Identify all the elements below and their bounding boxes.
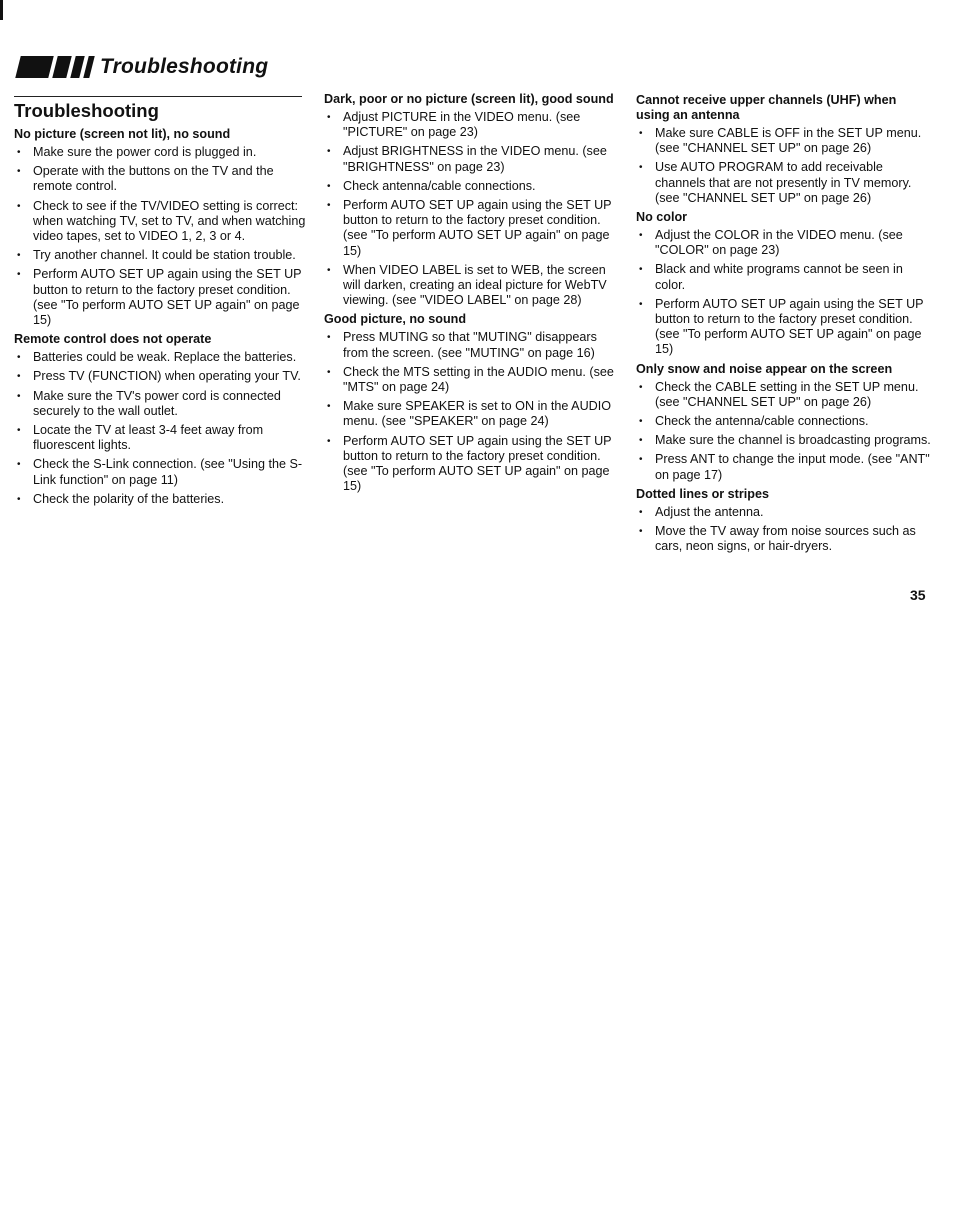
list-item: • Try another channel. It could be station trouble. [14, 248, 306, 263]
group-dotted-lines [636, 487, 932, 555]
list-item: • Adjust PICTURE in the VIDEO menu. (see "PICTURE" on page 23) [324, 110, 624, 140]
group-heading: No picture (screen not lit), no sound [14, 127, 231, 141]
list-item: • Batteries could be weak. Replace the batteries. [14, 350, 306, 365]
group-dark-picture [324, 92, 624, 308]
list-item: • Check antenna/cable connections. [324, 179, 624, 194]
list-item: • Perform AUTO SET UP again using the SET UP button to return to the factory preset condition. (see "To perform AUTO SET UP again" on page 15) [14, 267, 306, 328]
list-item: • Adjust the COLOR in the VIDEO menu. (see "COLOR" on page 23) [636, 228, 932, 258]
list-item: • Press TV (FUNCTION) when operating your TV. [14, 369, 306, 384]
group-heading: Dotted lines or stripes [636, 486, 769, 501]
scan-edge-mark [0, 0, 3, 20]
group-heading: Dark, poor or no picture (screen lit), good sound [324, 92, 614, 106]
list-item: • When VIDEO LABEL is set to WEB, the screen will darken, creating an ideal picture for WebTV viewing. (see "VIDEO LABEL" on page 28) [324, 263, 624, 309]
group-remote-control [14, 332, 306, 507]
list-item: • Locate the TV at least 3-4 feet away from fluorescent lights. [14, 423, 306, 453]
list-item: • Adjust BRIGHTNESS in the VIDEO menu. (see "BRIGHTNESS" on page 23) [324, 144, 624, 174]
list-item: • Use AUTO PROGRAM to add receivable channels that are not presently in TV memory. (see "CHANNEL SET UP" on page 26) [636, 160, 932, 206]
list-item: • Check to see if the TV/VIDEO setting is correct: when watching TV, set to TV, and when watching video tapes, set to VIDEO 1, 2, 3 or 4. [14, 199, 306, 245]
page-header [18, 52, 268, 82]
list-item: • Make sure the TV's power cord is connected securely to the wall outlet. [14, 389, 306, 419]
list-item: • Check the antenna/cable connections. [636, 414, 932, 429]
section-rule [14, 96, 302, 97]
column-3 [636, 93, 932, 558]
group-no-color [636, 210, 932, 358]
column-2 [324, 92, 624, 498]
section-title: Troubleshooting [14, 100, 159, 121]
list-item: • Move the TV away from noise sources such as cars, neon signs, or hair-dryers. [636, 524, 932, 554]
group-snow-noise [636, 362, 932, 483]
list-item: • Press MUTING so that "MUTING" disappears from the screen. (see "MUTING" on page 16) [324, 330, 624, 360]
list-item: • Operate with the buttons on the TV and the remote control. [14, 164, 306, 194]
list-item: • Black and white programs cannot be seen in color. [636, 262, 932, 292]
list-item: • Check the MTS setting in the AUDIO menu. (see "MTS" on page 24) [324, 365, 624, 395]
group-heading: Remote control does not operate [14, 332, 212, 347]
group-uhf [636, 93, 932, 206]
group-heading: Only snow and noise appear on the screen [636, 361, 893, 376]
list-item: • Perform AUTO SET UP again using the SET UP button to return to the factory preset condition. (see "To perform AUTO SET UP again" on page 15) [324, 198, 624, 259]
list-item: • Check the S-Link connection. (see "Using the S-Link function" on page 11) [14, 457, 306, 487]
group-good-picture-no-sound [324, 312, 624, 494]
list-item: • Check the polarity of the batteries. [14, 492, 306, 507]
page-number: 35 [910, 587, 926, 603]
list-item: • Perform AUTO SET UP again using the SET UP button to return to the factory preset condition. (see "To perform AUTO SET UP again" on page 15) [636, 297, 932, 358]
list-item: • Press ANT to change the input mode. (see "ANT" on page 17) [636, 452, 932, 482]
list-item: • Make sure SPEAKER is set to ON in the AUDIO menu. (see "SPEAKER" on page 24) [324, 399, 624, 429]
header-block-icon [18, 56, 92, 78]
header-title: Troubleshooting [100, 55, 269, 78]
group-no-picture-no-sound [14, 127, 306, 328]
group-heading: Cannot receive upper channels (UHF) when using an antenna [636, 93, 897, 122]
list-item: • Adjust the antenna. [636, 505, 932, 520]
list-item: • Make sure CABLE is OFF in the SET UP menu. (see "CHANNEL SET UP" on page 26) [636, 126, 932, 156]
list-item: • Check the CABLE setting in the SET UP menu. (see "CHANNEL SET UP" on page 26) [636, 380, 932, 410]
group-heading: Good picture, no sound [324, 312, 467, 327]
list-item: • Perform AUTO SET UP again using the SET UP button to return to the factory preset condition. (see "To perform AUTO SET UP again" on page 15) [324, 434, 624, 495]
group-heading: No color [636, 210, 688, 225]
list-item: • Make sure the channel is broadcasting programs. [636, 433, 932, 448]
column-1 [14, 100, 306, 511]
list-item: • Make sure the power cord is plugged in. [14, 145, 306, 160]
